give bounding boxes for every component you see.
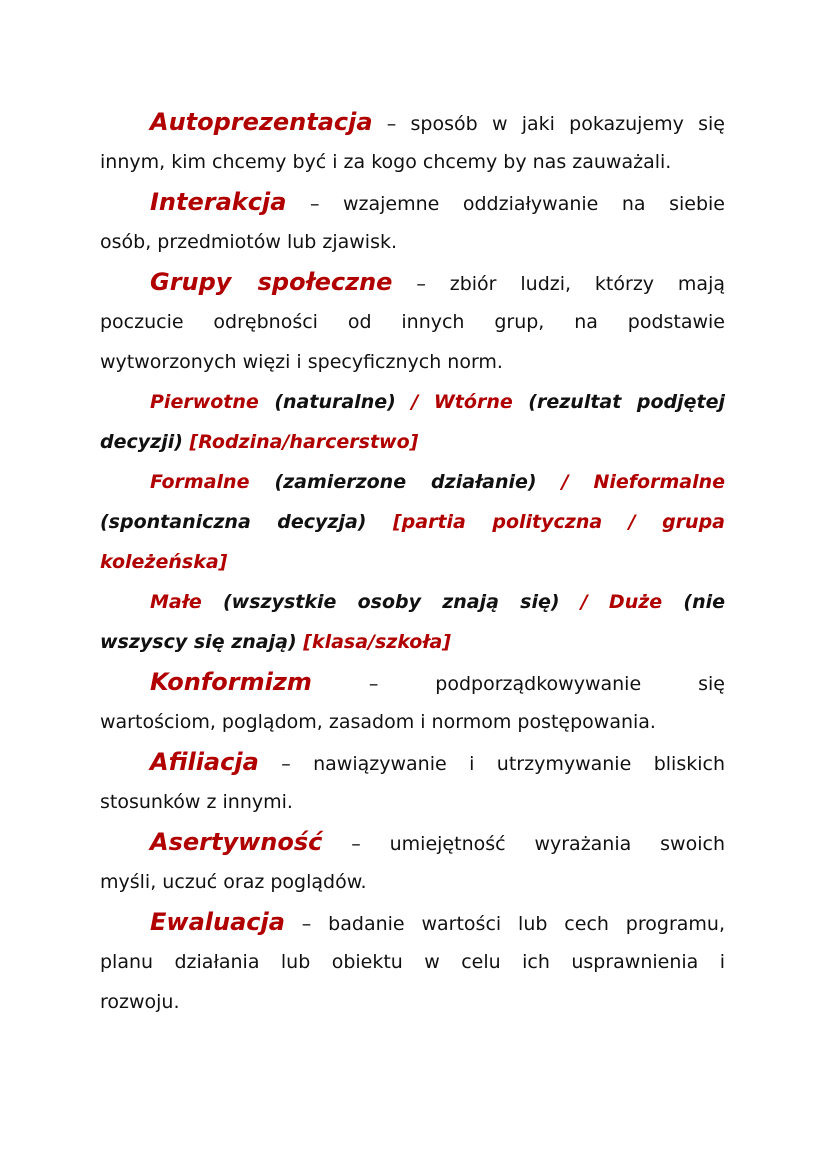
text-line bbox=[100, 182, 725, 222]
group-type-highlight: [klasa/szkoła] bbox=[303, 631, 451, 653]
group-type-highlight: Małe bbox=[150, 591, 202, 613]
definition-text: rozwoju. bbox=[100, 991, 180, 1013]
text-line bbox=[100, 782, 725, 822]
text-line bbox=[100, 542, 725, 582]
group-type-description: (nie bbox=[662, 591, 725, 613]
definition-term: Ewaluacja bbox=[150, 908, 285, 936]
text-line bbox=[100, 462, 725, 502]
definition-text: – sposób w jaki pokazujemy się bbox=[372, 113, 725, 135]
definition-paragraph bbox=[100, 822, 725, 902]
text-line bbox=[100, 422, 725, 462]
definition-text: stosunków z innymi. bbox=[100, 791, 293, 813]
definition-text: poczucie odrębności od innych grup, na podstawie bbox=[100, 311, 725, 333]
definition-term: Asertywność bbox=[150, 828, 323, 856]
definition-term: Interakcja bbox=[150, 188, 287, 216]
definition-text: – zbiór ludzi, którzy mają bbox=[392, 273, 725, 295]
group-type-highlight: / Nieformalne bbox=[561, 471, 725, 493]
group-type-highlight: [Rodzina/harcerstwo] bbox=[189, 431, 419, 453]
group-type-paragraph bbox=[100, 462, 725, 582]
definition-text: myśli, uczuć oraz poglądów. bbox=[100, 871, 367, 893]
group-type-paragraph bbox=[100, 382, 725, 462]
text-line bbox=[100, 302, 725, 342]
text-line bbox=[100, 502, 725, 542]
group-type-description: (spontaniczna decyzja) bbox=[100, 511, 393, 533]
group-type-description: (wszystkie osoby znają się) bbox=[201, 591, 581, 613]
text-line bbox=[100, 662, 725, 702]
document-body bbox=[100, 102, 725, 1022]
definition-paragraph bbox=[100, 262, 725, 382]
group-type-highlight: / Wtórne bbox=[411, 391, 513, 413]
text-line bbox=[100, 142, 725, 182]
group-type-paragraph bbox=[100, 582, 725, 662]
text-line bbox=[100, 622, 725, 662]
text-line bbox=[100, 822, 725, 862]
definition-text: wytworzonych więzi i specyficznych norm. bbox=[100, 351, 503, 373]
definition-paragraph bbox=[100, 102, 725, 182]
definition-text: – podporządkowywanie się bbox=[311, 673, 725, 695]
text-line bbox=[100, 342, 725, 382]
group-type-description: decyzji) bbox=[100, 431, 190, 453]
group-type-description: (naturalne) bbox=[258, 391, 412, 413]
definition-paragraph bbox=[100, 742, 725, 822]
text-line bbox=[100, 382, 725, 422]
group-type-description: wszyscy się znają) bbox=[100, 631, 304, 653]
definition-term: Konformizm bbox=[150, 668, 312, 696]
definition-text: osób, przedmiotów lub zjawisk. bbox=[100, 231, 398, 253]
text-line bbox=[100, 262, 725, 302]
definition-paragraph bbox=[100, 662, 725, 742]
text-line bbox=[100, 982, 725, 1022]
group-type-highlight: koleżeńska] bbox=[100, 551, 228, 573]
definition-term: Afiliacja bbox=[150, 748, 259, 776]
text-line bbox=[100, 742, 725, 782]
group-type-highlight: / Duże bbox=[580, 591, 663, 613]
group-type-description: (rezultat podjętej bbox=[512, 391, 726, 413]
definition-text: – nawiązywanie i utrzymywanie bliskich bbox=[258, 753, 725, 775]
definition-text: – umiejętność wyrażania swoich bbox=[322, 833, 725, 855]
definition-text: – badanie wartości lub cech programu, bbox=[284, 913, 725, 935]
text-line bbox=[100, 582, 725, 622]
group-type-description: (zamierzone działanie) bbox=[249, 471, 562, 493]
text-line bbox=[100, 702, 725, 742]
definition-text: – wzajemne oddziaływanie na siebie bbox=[286, 193, 725, 215]
group-type-highlight: Formalne bbox=[150, 471, 250, 493]
definition-term: Autoprezentacja bbox=[150, 108, 373, 136]
group-type-highlight: [partia polityczna / grupa bbox=[392, 511, 725, 533]
text-line bbox=[100, 902, 725, 942]
text-line bbox=[100, 942, 725, 982]
definition-paragraph bbox=[100, 182, 725, 262]
group-type-highlight: Pierwotne bbox=[150, 391, 259, 413]
text-line bbox=[100, 222, 725, 262]
definition-text: planu działania lub obiektu w celu ich usprawnienia i bbox=[100, 951, 725, 973]
definition-paragraph bbox=[100, 902, 725, 1022]
definition-text: wartościom, poglądom, zasadom i normom postępowania. bbox=[100, 711, 656, 733]
text-line bbox=[100, 102, 725, 142]
text-line bbox=[100, 862, 725, 902]
definition-text: innym, kim chcemy być i za kogo chcemy by nas zauważali. bbox=[100, 151, 672, 173]
definition-term: Grupy społeczne bbox=[150, 268, 393, 296]
